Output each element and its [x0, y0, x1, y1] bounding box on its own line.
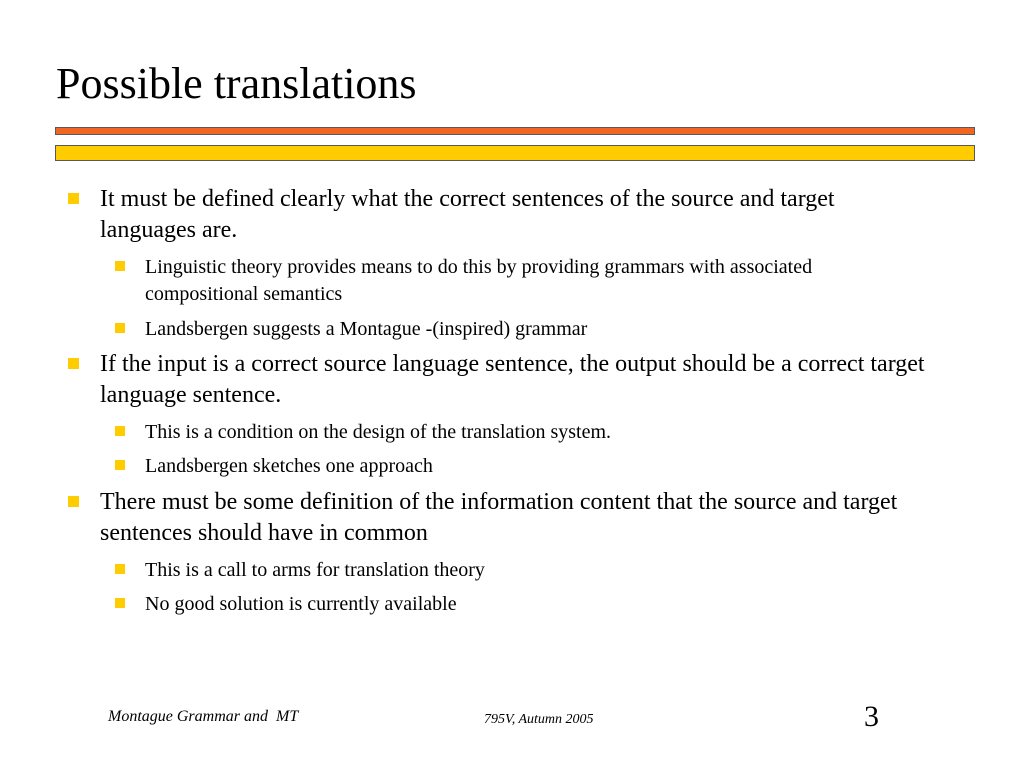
square-bullet-icon [115, 426, 125, 436]
sub-bullet-item [145, 316, 905, 343]
footer-term: 795V, Autumn 2005 [484, 712, 594, 727]
bullet-text: If the input is a correct source language sentence, the output should be a correct target language sentence. [100, 351, 925, 408]
bullet-item [100, 184, 930, 246]
square-bullet-icon [68, 496, 79, 507]
bullet-item [100, 487, 930, 549]
sub-bullet-text: No good solution is currently available [145, 593, 457, 615]
square-bullet-icon [68, 193, 79, 204]
square-bullet-icon [115, 323, 125, 333]
sub-bullet-item [145, 254, 905, 308]
sub-bullet-text: This is a call to arms for translation theory [145, 559, 485, 581]
bullet-item [100, 349, 930, 411]
bullet-text: It must be defined clearly what the correct sentences of the source and target languages are. [100, 186, 835, 243]
sub-bullet-text: This is a condition on the design of the translation system. [145, 421, 612, 443]
square-bullet-icon [115, 598, 125, 608]
sub-bullet-item [145, 453, 905, 480]
sub-bullet-text: Landsbergen sketches one approach [145, 455, 433, 477]
footer-course-title: Montague Grammar and MT [108, 708, 299, 725]
square-bullet-icon [115, 261, 125, 271]
page-number: 3 [864, 700, 879, 733]
sub-bullet-item [145, 419, 905, 446]
sub-bullet-item [145, 557, 905, 584]
sub-bullet-text: Linguistic theory provides means to do this by providing grammars with associated compositional semantics [145, 256, 813, 305]
bullet-text: There must be some definition of the information content that the source and target sentences should have in common [100, 489, 898, 546]
square-bullet-icon [68, 358, 79, 369]
square-bullet-icon [115, 564, 125, 574]
sub-bullet-text: Landsbergen suggests a Montague -(inspired) grammar [145, 318, 588, 340]
sub-bullet-item [145, 591, 905, 618]
square-bullet-icon [115, 460, 125, 470]
slide-title: Possible translations [56, 59, 417, 108]
